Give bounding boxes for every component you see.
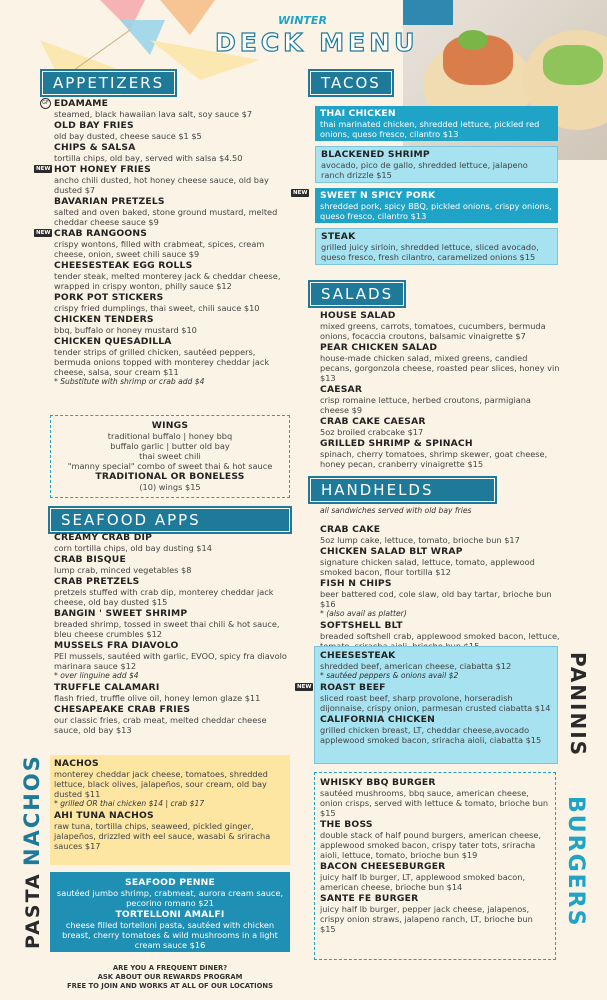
menu-item bbox=[42, 98, 294, 119]
item-name: AHI TUNA NACHOS bbox=[54, 810, 154, 821]
menu-item bbox=[54, 640, 294, 681]
item-desc: juicy half lb burger, LT, applewood smoked bacon, american cheese, brioche bun $14 bbox=[320, 872, 526, 892]
item-name: WHISKY BBQ BURGER bbox=[320, 777, 436, 788]
wings-line: "manny special" combo of sweet thai & hot sauce bbox=[67, 461, 273, 471]
item-desc: mixed greens, carrots, tomatoes, cucumbers, bermuda onions, focaccia croutons, balsamic vinaigrette $7 bbox=[320, 321, 546, 341]
menu-item bbox=[293, 188, 558, 223]
menu-item bbox=[54, 758, 286, 809]
item-desc: juicy half lb burger, pepper jack cheese, jalapenos, crispy onion straws, jalapeno ranch, LT, brioche bun $15 bbox=[320, 904, 533, 934]
item-name: OLD BAY FRIES bbox=[54, 120, 134, 131]
item-name: STEAK bbox=[321, 231, 356, 242]
menu-item bbox=[320, 893, 550, 934]
menu-item bbox=[320, 416, 560, 437]
menu-item bbox=[315, 146, 558, 183]
footer-line: ARE YOU A FREQUENT DINER? bbox=[112, 964, 228, 972]
item-note: * (also avail as platter) bbox=[320, 609, 407, 618]
item-desc: 5oz broiled crabcake $17 bbox=[320, 427, 424, 437]
menu-item bbox=[54, 608, 294, 639]
item-name: CRAB CAKE bbox=[320, 524, 381, 535]
item-desc: double stack of half pound burgers, american cheese, applewood smoked bacon, crispy tater tots, sriracha aioli, lettuce, tomato, brioche bun $19 bbox=[320, 830, 542, 860]
item-name: CHIPS & SALSA bbox=[54, 142, 136, 153]
item-desc: tender steak, melted monterey jack & cheddar cheese, wrapped in crispy wonton, philly sauce $12 bbox=[54, 271, 281, 291]
item-name: CHESAPEAKE CRAB FRIES bbox=[54, 704, 191, 715]
item-desc: tortilla chips, old bay, served with salsa $4.50 bbox=[54, 153, 243, 163]
item-name: PORK POT STICKERS bbox=[54, 292, 164, 303]
item-desc: sautéed jumbo shrimp, crabmeat, aurora cream sauce, pecorino romano $21 bbox=[56, 888, 284, 908]
item-name: CRAB PRETZELS bbox=[54, 576, 140, 587]
item-note: * grilled OR thai chicken $14 | crab $17 bbox=[54, 799, 205, 808]
seafood-header: SEAFOOD APPS bbox=[50, 508, 290, 532]
item-name: CAESAR bbox=[320, 384, 363, 395]
burgers-label: BURGERS bbox=[563, 796, 588, 928]
item-name: SANTE FE BURGER bbox=[320, 893, 419, 904]
item-name: CALIFORNIA CHICKEN bbox=[320, 714, 435, 725]
item-desc: ancho chili dusted, hot honey cheese sauce, old bay dusted $7 bbox=[54, 175, 269, 195]
item-desc: house-made chicken salad, mixed greens, candied pecans, gorgonzola cheese, roasted pear slices, honey vin $13 bbox=[320, 353, 560, 383]
item-desc: crisp romaine lettuce, herbed croutons, parmigiana cheese $9 bbox=[320, 395, 531, 415]
item-name: TRUFFLE CALAMARI bbox=[54, 682, 160, 693]
wings-title: WINGS bbox=[151, 420, 189, 431]
item-name: SOFTSHELL BLT bbox=[320, 620, 403, 631]
page-title: DECK MENU bbox=[215, 28, 419, 57]
item-name: THAI CHICKEN bbox=[320, 108, 396, 119]
menu-item bbox=[54, 120, 294, 141]
menu-item bbox=[54, 314, 294, 335]
item-name: BANGIN ' SWEET SHRIMP bbox=[54, 608, 188, 619]
item-name: SWEET N SPICY PORK bbox=[320, 190, 436, 201]
item-note: * sautéed peppers & onions avail $2 bbox=[320, 671, 459, 680]
item-name: CREAMY CRAB DIP bbox=[54, 532, 153, 543]
menu-item bbox=[320, 777, 550, 818]
menu-item bbox=[320, 546, 565, 577]
appetizers-list bbox=[36, 98, 294, 388]
item-name: PEAR CHICKEN SALAD bbox=[320, 342, 438, 353]
item-desc: shredded beef, american cheese, ciabatta $12 bbox=[320, 661, 512, 671]
menu-item bbox=[54, 704, 294, 735]
winter-label: WINTER bbox=[278, 14, 327, 27]
item-name: CHEESESTEAK bbox=[320, 650, 396, 661]
footer-line: ASK ABOUT OUR REWARDS PROGRAM bbox=[97, 973, 243, 981]
item-name: BLACKENED SHRIMP bbox=[321, 149, 430, 160]
wings-line: thai sweet chili bbox=[139, 451, 201, 461]
menu-item bbox=[54, 196, 294, 227]
item-desc: breaded softshell crab, applewood smoked bacon, lettuce, bbox=[320, 631, 560, 641]
item-desc: bbq, buffalo or honey mustard $10 bbox=[54, 325, 197, 335]
menu-item bbox=[54, 532, 294, 553]
item-desc: avocado, pico de gallo, shredded lettuce, jalapeno ranch drizzle $15 bbox=[321, 160, 528, 180]
item-desc: grilled juicy sirloin, shredded lettuce, sliced avocado, queso fresco, fresh cilantro, caramelized onions $15 bbox=[321, 242, 539, 262]
footer bbox=[40, 964, 300, 991]
item-desc: beer battered cod, cole slaw, old bay tartar, brioche bun $16 bbox=[320, 589, 552, 609]
item-desc: crispy wontons, filled with crabmeat, spices, cream cheese, onion, sweet chili sauce $9 bbox=[54, 239, 265, 259]
item-name: NACHOS bbox=[54, 758, 99, 769]
menu-item bbox=[54, 260, 294, 291]
item-desc: grilled chicken breast, LT, cheddar cheese,avocado applewood smoked bacon, sriracha aioli, ciabatta $15 bbox=[320, 725, 542, 745]
item-desc: PEI mussels, sautéed with garlic, EVOO, spicy fra diavolo marinara sauce $12 bbox=[54, 651, 287, 671]
item-desc: shredded pork, spicy BBQ, pickled onions, crispy onions, queso fresco, cilantro $13 bbox=[320, 201, 552, 221]
item-name: MUSSELS FRA DIAVOLO bbox=[54, 640, 179, 651]
menu-item bbox=[54, 292, 294, 313]
menu-item bbox=[54, 810, 286, 851]
tacos-list bbox=[293, 106, 558, 270]
burgers-box bbox=[314, 772, 556, 960]
item-desc: monterey cheddar jack cheese, tomatoes, shredded lettuce, black olives, jalapeños, sour cream, old bay dusted $11 bbox=[54, 769, 268, 799]
menu-item bbox=[320, 310, 560, 341]
menu-item bbox=[54, 142, 294, 163]
item-name: CHICKEN TENDERS bbox=[54, 314, 154, 325]
item-desc: lump crab, minced vegetables $8 bbox=[54, 565, 192, 575]
appetizers-header: APPETIZERS bbox=[42, 71, 175, 95]
item-name: BACON CHEESEBURGER bbox=[320, 861, 446, 872]
paninis-label: PANINIS bbox=[566, 652, 590, 758]
menu-item bbox=[320, 384, 560, 415]
item-desc: steamed, black hawaiian lava salt, soy sauce $7 bbox=[54, 109, 253, 119]
item-name: FISH N CHIPS bbox=[320, 578, 392, 589]
menu-item bbox=[320, 714, 552, 745]
item-desc: raw tuna, tortilla chips, seaweed, pickled ginger, jalapeños, drizzled with eel sauce, wasabi & sriracha sauces $17 bbox=[54, 821, 271, 851]
menu-item bbox=[320, 650, 552, 681]
new-badge: NEW bbox=[36, 230, 51, 236]
pasta-box bbox=[50, 872, 290, 952]
menu-item bbox=[36, 228, 294, 259]
new-badge: NEW bbox=[293, 190, 308, 196]
menu-item bbox=[320, 438, 560, 469]
item-name: CRAB BISQUE bbox=[54, 554, 126, 565]
nachos-box bbox=[50, 755, 290, 865]
nachos-label: NACHOS bbox=[20, 754, 44, 866]
item-note: * over linguine add $4 bbox=[54, 671, 139, 680]
item-name: HOT HONEY FRIES bbox=[54, 164, 151, 175]
wings-line: traditional buffalo | honey bbq bbox=[107, 431, 233, 441]
menu-item bbox=[320, 524, 565, 545]
gluten-free-icon: GF bbox=[40, 98, 51, 109]
item-name: SEAFOOD PENNE bbox=[125, 877, 215, 888]
handhelds-subtitle: all sandwiches served with old bay fries bbox=[320, 506, 472, 515]
item-desc: our classic fries, crab meat, melted cheddar cheese sauce, old bay $13 bbox=[54, 715, 267, 735]
item-desc: 5oz lump cake, lettuce, tomato, brioche bun $17 bbox=[320, 535, 520, 545]
handhelds-header: HANDHELDS bbox=[310, 478, 495, 502]
item-name: ROAST BEEF bbox=[320, 682, 386, 693]
item-desc: salted and oven baked, stone ground mustard, melted cheddar cheese sauce $9 bbox=[54, 207, 278, 227]
item-desc: sliced roast beef, sharp provolone, horseradish dijonnaise, crispy onion, parmesan crusted ciabatta $14 bbox=[320, 693, 551, 713]
menu-item bbox=[36, 164, 294, 195]
salads-header: SALADS bbox=[310, 282, 404, 306]
item-desc: spinach, cherry tomatoes, shrimp skewer, goat cheese, honey pecan, cranberry vinaigrette $15 bbox=[320, 449, 548, 469]
item-desc: corn tortilla chips, old bay dusting $14 bbox=[54, 543, 212, 553]
item-desc: tender strips of grilled chicken, sautéed peppers, bermuda onions topped with monterey cheddar jack cheese, salsa, sour cream $11 bbox=[54, 347, 270, 377]
paninis-box bbox=[297, 646, 558, 764]
item-desc: signature chicken salad, lettuce, tomato, applewood smoked bacon, flour tortilla $12 bbox=[320, 557, 535, 577]
item-name: GRILLED SHRIMP & SPINACH bbox=[320, 438, 473, 449]
item-name: EDAMAME bbox=[54, 98, 109, 109]
item-desc: breaded shrimp, tossed in sweet thai chili & hot sauce, bleu cheese crumbles $12 bbox=[54, 619, 280, 639]
item-name: TORTELLONI AMALFI bbox=[115, 909, 225, 920]
salads-list bbox=[320, 310, 560, 470]
footer-line: FREE TO JOIN AND WORKS AT ALL OF OUR LOCATIONS bbox=[66, 982, 274, 990]
tacos-header: TACOS bbox=[310, 71, 392, 95]
menu-item bbox=[54, 554, 294, 575]
item-name: CHICKEN QUESADILLA bbox=[54, 336, 172, 347]
item-desc: pretzels stuffed with crab dip, monterey cheddar jack cheese, old bay dusted $15 bbox=[54, 587, 274, 607]
item-name: CRAB CAKE CAESAR bbox=[320, 416, 426, 427]
item-name: THE BOSS bbox=[320, 819, 373, 830]
wings-box bbox=[50, 415, 290, 498]
item-desc: old bay dusted, cheese sauce $1 $5 bbox=[54, 131, 202, 141]
item-desc: flash fried, truffle olive oil, honey lemon glaze $11 bbox=[54, 693, 261, 703]
item-desc: sautéed mushrooms, bbq sauce, american cheese, onion crisps, served with lettuce & tomato, brioche bun $15 bbox=[320, 788, 549, 818]
item-desc: thai marinated chicken, shredded lettuce, pickled red onions, queso fresco, cilantro $13 bbox=[320, 119, 540, 139]
menu-item bbox=[320, 819, 550, 860]
item-desc: crispy fried dumplings, thai sweet, chili sauce $10 bbox=[54, 303, 260, 313]
seafood-list bbox=[54, 532, 294, 736]
menu-item bbox=[54, 682, 294, 703]
menu-item bbox=[315, 106, 558, 141]
menu-item bbox=[315, 228, 558, 265]
menu-item bbox=[320, 342, 560, 383]
wings-price: (10) wings $15 bbox=[139, 482, 201, 492]
handhelds-list bbox=[320, 524, 565, 652]
menu-item bbox=[54, 576, 294, 607]
new-badge: NEW bbox=[297, 684, 312, 690]
pasta-label: PASTA bbox=[22, 872, 44, 950]
menu-item bbox=[320, 861, 550, 892]
item-note: * Substitute with shrimp or crab add $4 bbox=[54, 377, 205, 386]
menu-item bbox=[297, 682, 552, 713]
menu-item bbox=[320, 578, 565, 619]
item-name: BAVARIAN PRETZELS bbox=[54, 196, 165, 207]
new-badge: NEW bbox=[36, 166, 51, 172]
item-name: HOUSE SALAD bbox=[320, 310, 396, 321]
item-name: CRAB RANGOONS bbox=[54, 228, 148, 239]
menu-item bbox=[54, 336, 294, 387]
menu-item bbox=[54, 877, 286, 908]
item-desc: cheese filled tortelloni pasta, sautéed with chicken breast, cherry tomatoes & wild mushrooms in a light cream sauce $16 bbox=[62, 920, 278, 950]
item-name: CHICKEN SALAD BLT WRAP bbox=[320, 546, 463, 557]
menu-item bbox=[54, 909, 286, 950]
wings-line: buffalo garlic | butter old bay bbox=[110, 441, 230, 451]
wings-sub: TRADITIONAL OR BONELESS bbox=[95, 471, 245, 482]
item-name: CHEESESTEAK EGG ROLLS bbox=[54, 260, 193, 271]
